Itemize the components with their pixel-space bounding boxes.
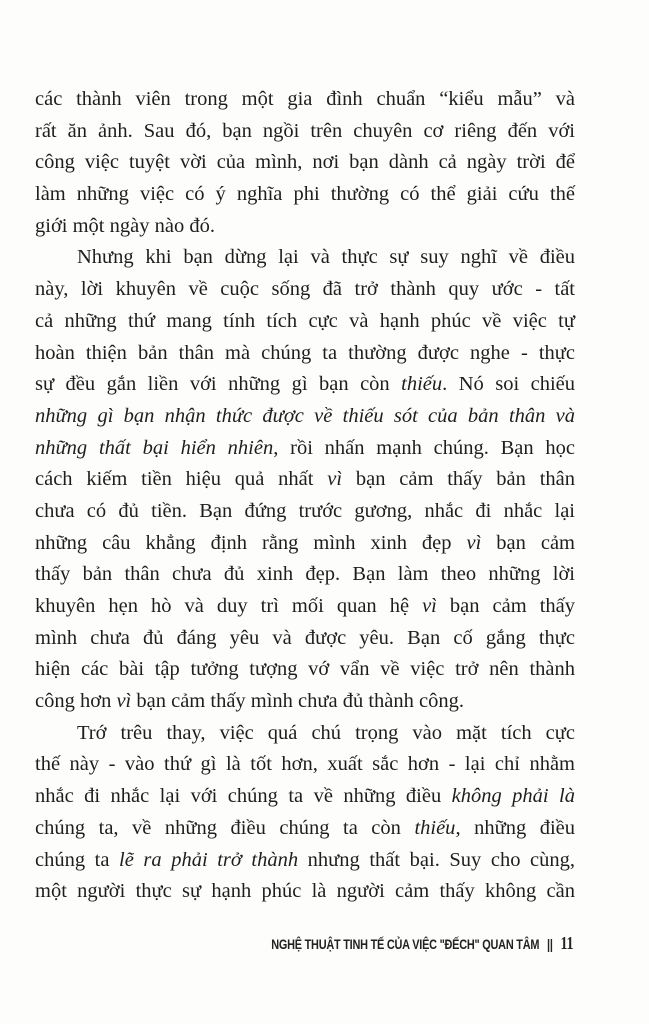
text-span: cả những thứ mang tính tích cực và hạnh phúc về việc tự: [35, 309, 575, 332]
text-line: [35, 591, 575, 623]
text-span: nhắc đi nhắc lại với chúng ta về những điều: [35, 785, 452, 808]
text-line: [35, 306, 575, 338]
italic-text: những thất bại hiển nhiên: [35, 436, 274, 459]
italic-text: lẽ ra phải trở thành: [119, 848, 299, 871]
text-line: [35, 401, 575, 433]
text-line: [35, 369, 575, 401]
text-line: [35, 749, 575, 781]
text-span: khuyên hẹn hò và duy trì mối quan hệ: [35, 595, 423, 617]
text-line: [35, 496, 575, 528]
paragraph: [35, 242, 575, 717]
text-span: những câu khẳng định rằng mình xinh đẹp: [35, 531, 467, 554]
italic-text: thiếu: [414, 816, 456, 839]
italic-text: vì: [327, 468, 343, 491]
text-span: . Nó soi chiếu: [442, 373, 575, 396]
running-footer: [271, 933, 573, 954]
text-line: [35, 211, 575, 243]
text-span: chưa có đủ tiền. Bạn đứng trước gương, nhắc đi nhắc lại: [35, 499, 575, 522]
body-text: [35, 84, 575, 908]
page-number: 11: [560, 933, 573, 953]
text-span: chúng ta, về những điều chúng ta còn: [35, 816, 415, 839]
paragraph: [35, 84, 575, 242]
text-line: [35, 338, 575, 370]
text-span: các thành viên trong một gia đình chuẩn “kiểu mẫu” và: [35, 88, 575, 110]
paragraph: [35, 718, 575, 908]
text-line: [35, 876, 575, 908]
text-span: cách kiếm tiền hiệu quả nhất: [35, 468, 328, 491]
text-span: bạn cảm thấy bản thân: [342, 468, 575, 491]
text-line: [35, 116, 575, 148]
text-line: [35, 686, 575, 718]
text-line: [35, 623, 575, 655]
text-span: chúng ta: [35, 848, 120, 871]
text-span: bạn cảm thấy mình chưa đủ thành công.: [131, 690, 465, 713]
text-line: [35, 464, 575, 496]
text-span: một người thực sự hạnh phúc là người cảm thấy không cần: [35, 880, 575, 903]
text-span: bạn cảm: [481, 531, 576, 554]
text-line: [35, 528, 575, 560]
text-span: bạn cảm thấy: [436, 595, 575, 617]
text-line: [35, 147, 575, 179]
text-span: giới một ngày nào đó.: [35, 214, 215, 237]
book-title: NGHỆ THUẬT TINH TẾ CỦA VIỆC "ĐẾCH" QUAN TÂM: [270, 936, 539, 952]
text-line: [35, 813, 575, 845]
text-span: mình chưa đủ đáng yêu và được yêu. Bạn cố gắng thực: [35, 626, 575, 649]
text-span: thấy bản thân chưa đủ xinh đẹp. Bạn làm theo những lời: [35, 563, 575, 586]
text-span: , rồi nhấn mạnh chúng. Bạn học: [273, 436, 576, 459]
italic-text: vì: [466, 531, 482, 554]
text-line: [35, 559, 575, 591]
text-line: [35, 274, 575, 306]
text-span: hoàn thiện bản thân mà chúng ta thường được nghe - thực: [35, 341, 575, 364]
text-line: [35, 84, 575, 116]
text-span: hiện các bài tập tưởng tượng vớ vẩn về việc trở nên thành: [35, 658, 575, 681]
text-span: Trớ trêu thay, việc quá chú trọng vào mặt tích cực: [77, 721, 575, 744]
text-span: này, lời khuyên về cuộc sống đã trở thành quy ước - tất: [35, 278, 575, 301]
text-span: rất ăn ảnh. Sau đó, bạn ngồi trên chuyên cơ riêng đến với: [35, 119, 575, 142]
footer-separator: ||: [546, 936, 553, 952]
text-line: [35, 718, 575, 750]
text-line: [35, 654, 575, 686]
italic-text: thiếu: [401, 373, 443, 396]
text-span: thế này - vào thứ gì là tốt hơn, xuất sắc hơn - lại chỉ nhằm: [35, 753, 575, 776]
italic-text: vì: [116, 690, 132, 713]
text-span: , những điều: [455, 816, 576, 839]
text-span: công hơn: [35, 690, 117, 713]
text-line: [35, 433, 575, 465]
text-line: [35, 781, 575, 813]
text-span: sự đều gắn liền với những gì bạn còn: [35, 373, 402, 396]
text-span: Nhưng khi bạn dừng lại và thực sự suy nghĩ về điều: [77, 246, 575, 269]
text-line: [35, 179, 575, 211]
italic-text: những gì bạn nhận thức được về thiếu sót của bản thân và: [35, 404, 575, 427]
text-line: [35, 845, 575, 877]
text-span: nhưng thất bại. Suy cho cùng,: [298, 848, 575, 871]
italic-text: không phải là: [451, 785, 576, 808]
text-span: làm những việc có ý nghĩa phi thường có thể giải cứu thế: [35, 183, 575, 206]
italic-text: vì: [422, 595, 437, 617]
text-span: công việc tuyệt vời của mình, nơi bạn dành cả ngày trời để: [35, 151, 575, 174]
text-line: [35, 242, 575, 274]
